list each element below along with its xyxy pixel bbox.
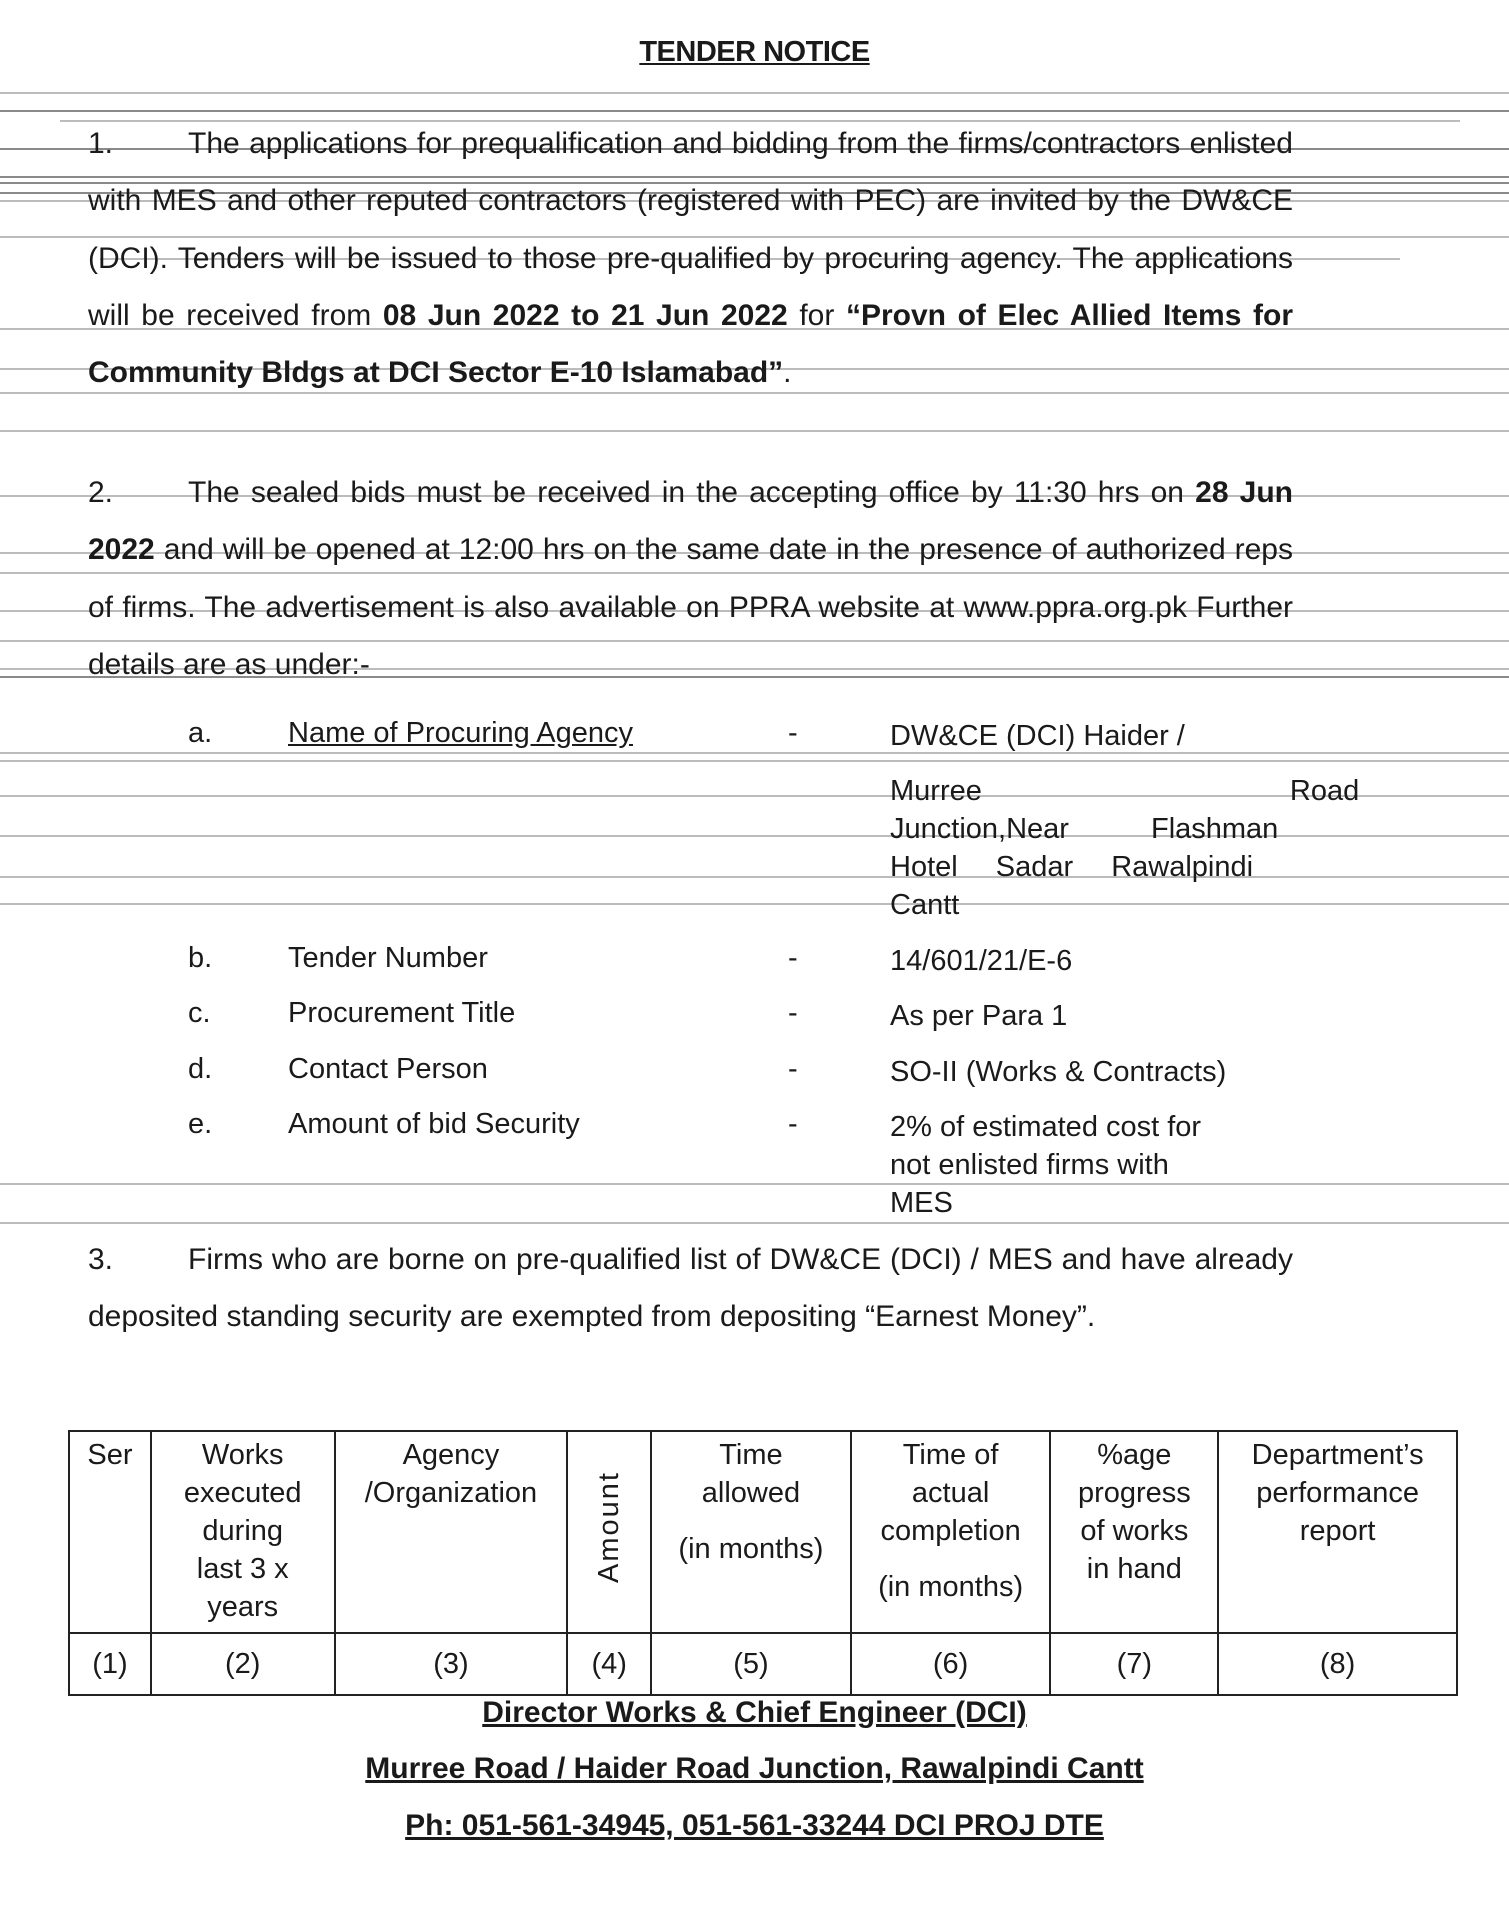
table-number-row <box>69 1633 1457 1695</box>
value-line: not enlisted firms with <box>890 1149 1169 1181</box>
paragraph-3 <box>88 1231 1293 1346</box>
value-line: 14/601/21/E-6 <box>890 945 1073 977</box>
detail-separator: - <box>788 997 798 1029</box>
detail-separator: - <box>788 942 798 974</box>
date-range: 08 Jun 2022 to 21 Jun 2022 <box>382 298 788 332</box>
header-line: Agency <box>402 1439 500 1471</box>
header-line: allowed <box>701 1477 801 1509</box>
footer-office: Director Works & Chief Engineer (DCI) <box>482 1696 1027 1729</box>
value-line: Junction,Near Flashman <box>890 813 1279 845</box>
header-line: Ser <box>87 1439 133 1471</box>
header-line: (in months) <box>878 1571 1024 1603</box>
header-line: report <box>1299 1515 1376 1547</box>
detail-value <box>890 1053 1380 1091</box>
value-line: SO-II (Works & Contracts) <box>890 1056 1227 1088</box>
para-end: . <box>783 356 792 390</box>
header-line: performance <box>1256 1477 1420 1509</box>
detail-separator: - <box>788 1053 798 1085</box>
para-text: for <box>787 298 846 332</box>
header-agency <box>335 1431 568 1633</box>
header-line: in hand <box>1086 1553 1182 1585</box>
para-text: Firms who are borne on pre-qualified list of DW&CE (DCI) / MES and have already deposited standing security are exempted from depositing “Earnest Money”. <box>88 1243 1293 1334</box>
detail-letter: b. <box>188 942 213 974</box>
header-line: /Organization <box>364 1477 538 1509</box>
header-ser <box>69 1431 151 1633</box>
value-line: As per Para 1 <box>890 1000 1068 1032</box>
work-title: “Provn of Elec Allied Items for Community Bldgs at DCI Sector E-10 Islamabad” <box>88 298 1293 390</box>
header-line: executed <box>183 1477 302 1509</box>
detail-value <box>890 717 1380 924</box>
detail-letter: c. <box>188 997 211 1029</box>
bid-date: 28 Jun 2022 <box>88 476 1293 567</box>
column-number: (3) <box>335 1633 568 1695</box>
value-line-text: Murree Road <box>890 775 1360 807</box>
column-number: (2) <box>151 1633 335 1695</box>
header-works <box>151 1431 335 1633</box>
detail-label: Amount of bid Security <box>288 1108 580 1140</box>
value-line: DW&CE (DCI) Haider / <box>890 720 1185 752</box>
value-line: Cantt <box>890 889 960 921</box>
page-title: TENDER NOTICE <box>639 36 870 68</box>
header-line: actual <box>911 1477 990 1509</box>
column-number: (4) <box>567 1633 651 1695</box>
paragraph-1 <box>88 115 1293 401</box>
detail-letter: e. <box>188 1108 213 1140</box>
detail-label: Name of Procuring Agency <box>288 717 633 749</box>
value-line: Hotel Sadar Rawalpindi <box>890 851 1254 883</box>
para-number: 2. <box>88 476 114 509</box>
header-line: Department’s <box>1251 1439 1424 1471</box>
header-line: %age <box>1097 1439 1172 1471</box>
detail-separator: - <box>788 717 798 749</box>
header-time-allowed <box>651 1431 851 1633</box>
para-number: 1. <box>88 127 114 160</box>
detail-separator: - <box>788 1108 798 1140</box>
detail-letter: d. <box>188 1053 213 1085</box>
header-progress <box>1050 1431 1218 1633</box>
footer-address: Murree Road / Haider Road Junction, Rawalpindi Cantt <box>365 1752 1144 1785</box>
footer-phone: Ph: 051-561-34945, 051-561-33244 DCI PROJ DTE <box>405 1809 1104 1842</box>
detail-letter: a. <box>188 717 213 749</box>
para-text: The sealed bids must be received in the accepting office by 11:30 hrs on <box>188 476 1196 509</box>
detail-value <box>890 942 1380 980</box>
value-line: MES <box>890 1187 953 1219</box>
header-line: last 3 x <box>196 1553 289 1585</box>
header-line: years <box>207 1591 279 1623</box>
detail-value <box>890 1108 1380 1222</box>
detail-value <box>890 997 1380 1035</box>
para-number: 3. <box>88 1243 114 1276</box>
header-line: during <box>202 1515 284 1547</box>
header-line: Works <box>201 1439 284 1471</box>
header-amount <box>567 1431 651 1633</box>
header-line: (in months) <box>678 1533 824 1565</box>
experience-table <box>68 1430 1458 1696</box>
detail-label: Contact Person <box>288 1053 488 1085</box>
detail-label: Procurement Title <box>288 997 516 1029</box>
para-text: The applications for prequalification and bidding from the firms/contractors enlisted with MES and other reputed contractors (registered with PEC) are invited by the DW&CE (DCI). Tenders will be issued to those pre-qualified by procuring agency. The applications will be received from <box>88 127 1293 332</box>
header-line: Amount <box>593 1471 626 1583</box>
para-text: and will be opened at 12:00 hrs on the same date in the presence of authorized reps of firms. The advertisement is also available on PPRA website at www.ppra.org.pk Further details are as under:- <box>88 533 1293 681</box>
table-header-row <box>69 1431 1457 1633</box>
column-number: (5) <box>651 1633 851 1695</box>
header-line: Time of <box>902 1439 999 1471</box>
header-line: Time <box>719 1439 783 1471</box>
detail-label: Tender Number <box>288 942 488 974</box>
column-number: (8) <box>1218 1633 1457 1695</box>
value-line: 2% of estimated cost for <box>890 1111 1202 1143</box>
header-line: progress <box>1077 1477 1191 1509</box>
column-number: (1) <box>69 1633 151 1695</box>
column-number: (7) <box>1050 1633 1218 1695</box>
header-time-actual <box>851 1431 1051 1633</box>
header-line: of works <box>1080 1515 1189 1547</box>
value-line <box>890 772 1380 810</box>
paragraph-2 <box>88 464 1293 693</box>
header-line: completion <box>880 1515 1021 1547</box>
header-performance <box>1218 1431 1457 1633</box>
column-number: (6) <box>851 1633 1051 1695</box>
